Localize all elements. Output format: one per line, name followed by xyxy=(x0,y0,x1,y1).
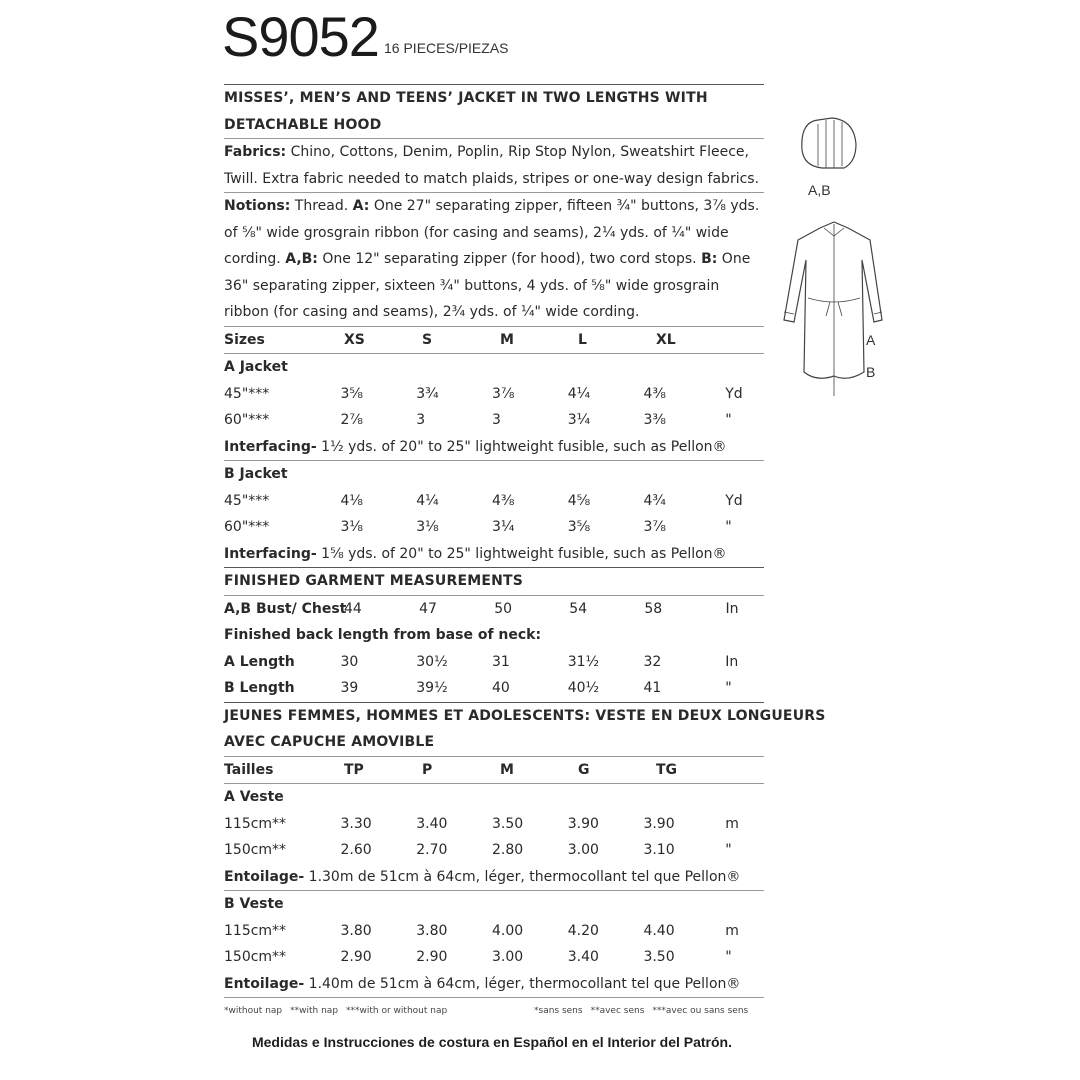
unit-cell: " xyxy=(725,842,732,858)
notions-label: Notions: xyxy=(224,198,291,214)
b-veste-label: B Veste xyxy=(224,896,284,912)
a-entoilage-row xyxy=(224,864,764,891)
table-cell: 4¼ xyxy=(416,492,439,509)
size-cell: G xyxy=(578,761,590,778)
divider xyxy=(224,997,764,998)
table-cell: 32 xyxy=(643,653,662,670)
interfacing-label: Interfacing- xyxy=(224,438,317,455)
row-label: A,B Bust/ Chest xyxy=(224,600,347,617)
table-cell: 3.30 xyxy=(340,815,372,832)
table-cell: 3.40 xyxy=(567,949,599,965)
table-cell: 3.50 xyxy=(491,815,524,832)
tailles-header-row xyxy=(224,757,764,784)
size-cell: M xyxy=(500,331,514,348)
table-cell: 4⅜ xyxy=(491,492,515,509)
piece-count: 16 PIECES/PIEZAS xyxy=(384,40,509,56)
table-cell: 58 xyxy=(644,600,663,617)
table-cell: 3⅛ xyxy=(340,519,363,535)
sizes-header-row xyxy=(224,327,764,354)
table-row xyxy=(224,837,764,864)
table-cell: 31½ xyxy=(567,653,600,670)
table-cell: 44 xyxy=(344,600,362,617)
fabrics-paragraph xyxy=(224,139,764,192)
table-cell: 3.80 xyxy=(340,922,372,939)
notions-text: Thread. xyxy=(294,198,349,214)
table-cell: 3⅝ xyxy=(340,385,363,402)
table-cell: 31 xyxy=(491,653,510,670)
hood-drawing xyxy=(802,118,856,168)
table-cell: 3.00 xyxy=(491,949,524,965)
b-length-row xyxy=(224,675,764,702)
row-label: B Length xyxy=(224,680,295,696)
table-cell: 3⅞ xyxy=(643,519,666,535)
table-cell: 4¾ xyxy=(643,492,666,509)
table-cell: 30 xyxy=(340,653,359,670)
table-row xyxy=(224,918,764,945)
notions-ab-text: One 12" separating zipper (for hood), two cord stops. xyxy=(322,251,697,267)
table-cell: 4⅛ xyxy=(340,492,363,509)
table-cell: 3.90 xyxy=(567,815,599,832)
table-cell: 3¼ xyxy=(491,519,515,535)
table-cell: 40½ xyxy=(567,680,600,696)
notions-a-label: A: xyxy=(352,198,370,214)
size-cell: L xyxy=(578,331,587,348)
row-label: 115cm** xyxy=(224,922,287,939)
sizes-label: Sizes xyxy=(224,331,265,348)
size-cell: XL xyxy=(656,331,676,348)
interfacing-text: 1⅝ yds. of 20" to 25" lightweight fusible, such as Pellon® xyxy=(321,545,727,562)
table-cell: 3.90 xyxy=(643,815,675,832)
table-cell: 3⅞ xyxy=(491,385,515,402)
notions-paragraph xyxy=(224,193,764,326)
table-row xyxy=(224,811,764,838)
table-cell: 4.00 xyxy=(491,922,524,939)
table-cell: 39½ xyxy=(416,680,448,696)
table-cell: 3 xyxy=(416,412,426,428)
table-row xyxy=(224,407,764,434)
size-cell: TP xyxy=(344,761,364,778)
b-jacket-label: B Jacket xyxy=(224,466,288,482)
b-jacket-heading xyxy=(224,461,764,488)
pattern-code: S9052 xyxy=(222,5,379,68)
notions-ab-label: A,B: xyxy=(285,251,318,267)
table-cell: 2.80 xyxy=(491,842,524,858)
note: ***with or without nap xyxy=(346,1006,448,1016)
b-veste-heading xyxy=(224,891,764,918)
table-row xyxy=(224,381,764,408)
table-cell: 4⅝ xyxy=(567,492,591,509)
size-cell: P xyxy=(422,761,433,778)
unit-cell: In xyxy=(725,600,739,617)
table-cell: 3¾ xyxy=(416,385,439,402)
unit-cell: " xyxy=(725,949,732,965)
table-cell: 3.80 xyxy=(416,922,448,939)
note: **with nap xyxy=(290,1006,339,1016)
table-row xyxy=(224,488,764,515)
table-cell: 2.60 xyxy=(340,842,372,858)
row-label: 150cm** xyxy=(224,842,287,858)
table-row xyxy=(224,944,764,971)
bust-row xyxy=(224,596,764,623)
label-a: A xyxy=(866,332,876,348)
table-row xyxy=(224,514,764,541)
nap-notes xyxy=(224,1004,764,1018)
row-label: 60"*** xyxy=(224,412,270,428)
table-cell: 50 xyxy=(494,600,513,617)
tailles-label: Tailles xyxy=(224,761,274,778)
jacket-line-drawing xyxy=(760,110,900,410)
size-cell: XS xyxy=(344,331,365,348)
table-cell: 47 xyxy=(419,600,437,617)
table-cell: 4.20 xyxy=(567,922,599,939)
table-cell: 3⅛ xyxy=(416,519,439,535)
unit-cell: m xyxy=(725,815,739,832)
table-cell: 30½ xyxy=(416,653,448,670)
size-cell: M xyxy=(500,761,514,778)
note: *sans sens xyxy=(534,1006,583,1016)
table-cell: 3¼ xyxy=(567,412,591,428)
table-cell: 3⅜ xyxy=(643,412,666,428)
fabrics-label: Fabrics: xyxy=(224,144,287,160)
a-veste-label: A Veste xyxy=(224,789,284,805)
note: *without nap xyxy=(224,1006,283,1016)
table-cell: 4⅜ xyxy=(643,385,666,402)
row-label: 60"*** xyxy=(224,519,270,535)
row-label: 115cm** xyxy=(224,815,287,832)
unit-cell: Yd xyxy=(725,385,743,402)
entoilage-text: 1.40m de 51cm à 64cm, léger, thermocollant tel que Pellon® xyxy=(308,975,741,992)
table-cell: 3 xyxy=(491,412,501,428)
entoilage-label: Entoilage- xyxy=(224,975,305,992)
unit-cell: " xyxy=(725,412,732,428)
unit-cell: In xyxy=(725,653,739,670)
notions-b-text: One 36" separating zipper, sixteen ¾" buttons, 4 yds. of ⅝" wide grosgrain ribbon (for casing and seams), 2¾ yds. of ¼" wide cording. xyxy=(224,251,751,320)
notions-a-text: One 27" separating zipper, fifteen ¾" buttons, 3⅞ yds. of ⅝" wide grosgrain ribbon (for casing and seams), 2¼ yds. of ¼" wide cording. xyxy=(224,198,760,267)
a-length-row xyxy=(224,649,764,676)
french-title-2: AVEC CAPUCHE AMOVIBLE xyxy=(224,734,435,750)
table-cell: 2.70 xyxy=(416,842,448,858)
table-cell: 41 xyxy=(643,680,662,696)
row-label: 150cm** xyxy=(224,949,287,965)
table-cell: 3.10 xyxy=(643,842,675,858)
table-cell: 2.90 xyxy=(340,949,372,965)
size-cell: S xyxy=(422,331,433,348)
a-jacket-label: A Jacket xyxy=(224,359,288,375)
table-cell: 39 xyxy=(340,680,359,696)
a-interfacing-row xyxy=(224,434,764,461)
unit-cell: m xyxy=(725,922,739,939)
spanish-instructions-note: Medidas e Instrucciones de costura en Español en el Interior del Patrón. xyxy=(251,1034,732,1050)
notions-b-label: B: xyxy=(701,251,718,267)
back-length-label: Finished back length from base of neck: xyxy=(224,627,542,643)
size-cell: TG xyxy=(656,761,678,778)
french-title-1: JEUNES FEMMES, HOMMES ET ADOLESCENTS: VESTE EN DEUX LONGUEURS xyxy=(224,707,826,724)
finished-title: FINISHED GARMENT MEASUREMENTS xyxy=(224,573,524,589)
interfacing-label: Interfacing- xyxy=(224,545,317,562)
row-label: 45"*** xyxy=(224,385,270,402)
table-cell: 54 xyxy=(569,600,588,617)
row-label: 45"*** xyxy=(224,492,270,509)
unit-cell: " xyxy=(725,680,732,696)
entoilage-text: 1.30m de 51cm à 64cm, léger, thermocollant tel que Pellon® xyxy=(308,868,741,885)
table-cell: 2⅞ xyxy=(340,412,363,428)
interfacing-text: 1½ yds. of 20" to 25" lightweight fusible, such as Pellon® xyxy=(321,438,727,455)
table-cell: 3.50 xyxy=(643,949,675,965)
unit-cell: " xyxy=(725,519,732,535)
note: **avec sens xyxy=(590,1006,645,1016)
jacket-drawing xyxy=(784,222,882,378)
note: ***avec ou sans sens xyxy=(652,1006,749,1016)
table-cell: 40 xyxy=(491,680,510,696)
row-label: A Length xyxy=(224,653,295,670)
entoilage-label: Entoilage- xyxy=(224,868,305,885)
b-entoilage-row xyxy=(224,971,764,998)
table-cell: 4¼ xyxy=(567,385,591,402)
header xyxy=(222,4,509,69)
english-title: MISSES’, MEN’S AND TEENS’ JACKET IN TWO LENGTHS WITH DETACHABLE HOOD xyxy=(224,90,708,133)
a-veste-heading xyxy=(224,784,764,811)
garment-illustration xyxy=(760,110,900,410)
table-cell: 2.90 xyxy=(416,949,448,965)
a-jacket-heading xyxy=(224,354,764,381)
unit-cell: Yd xyxy=(725,492,743,509)
b-interfacing-row xyxy=(224,541,764,568)
label-ab: A,B xyxy=(808,182,831,198)
nap-notes-french xyxy=(534,1004,748,1018)
table-cell: 3.00 xyxy=(567,842,599,858)
fabrics-text: Chino, Cottons, Denim, Poplin, Rip Stop Nylon, Sweatshirt Fleece, Twill. Extra fabric needed to match plaids, stripes or one-way design fabrics. xyxy=(224,144,760,187)
label-b: B xyxy=(866,364,876,380)
table-cell: 3.40 xyxy=(416,815,448,832)
table-cell: 4.40 xyxy=(643,922,675,939)
content-column xyxy=(224,84,826,1018)
nap-notes-english xyxy=(224,1004,524,1018)
table-cell: 3⅝ xyxy=(567,519,591,535)
